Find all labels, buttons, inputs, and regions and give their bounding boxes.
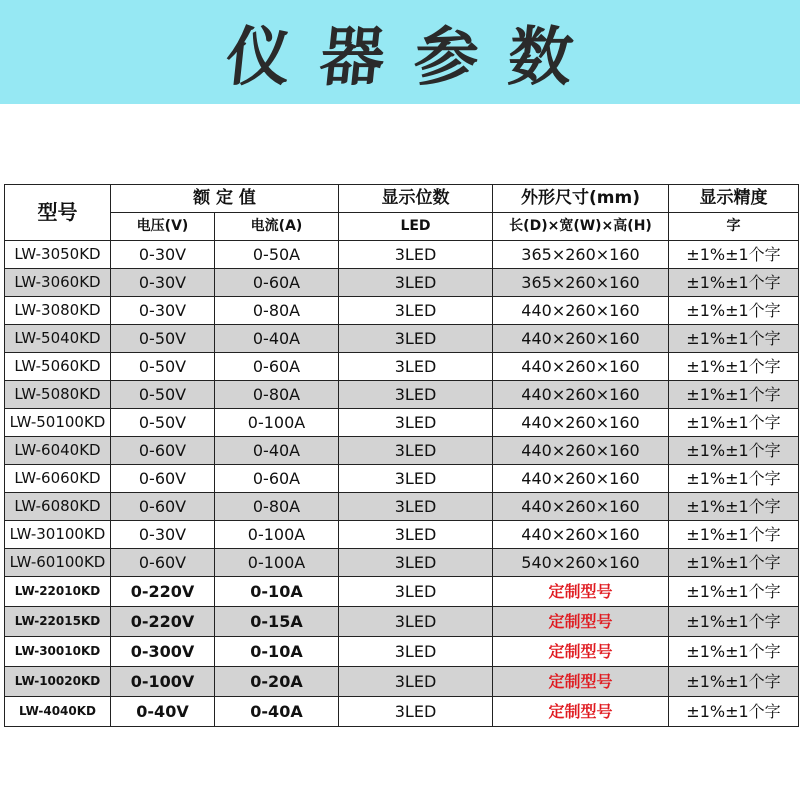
cell-dims: 定制型号 [493,637,669,667]
cell-model: LW-50100KD [5,409,111,437]
cell-voltage: 0-220V [111,607,215,637]
cell-accuracy: ±1%±1个字 [669,697,799,727]
table-row [5,637,799,667]
cell-display: 3LED [339,493,493,521]
cell-dims: 440×260×160 [493,297,669,325]
cell-model: LW-5060KD [5,353,111,381]
cell-voltage: 0-60V [111,465,215,493]
cell-current: 0-80A [215,493,339,521]
cell-model: LW-3060KD [5,269,111,297]
header-display-sub: LED [339,213,493,241]
cell-model: LW-5040KD [5,325,111,353]
cell-model: LW-5080KD [5,381,111,409]
table-row [5,353,799,381]
cell-accuracy: ±1%±1个字 [669,297,799,325]
header-voltage: 电压(V) [111,213,215,241]
cell-current: 0-40A [215,325,339,353]
cell-current: 0-60A [215,465,339,493]
cell-accuracy: ±1%±1个字 [669,409,799,437]
cell-dims: 440×260×160 [493,493,669,521]
header-display-digits: 显示位数 [339,185,493,213]
cell-current: 0-10A [215,637,339,667]
cell-model: LW-30010KD [5,637,111,667]
cell-voltage: 0-50V [111,325,215,353]
cell-display: 3LED [339,241,493,269]
table-row [5,241,799,269]
cell-voltage: 0-30V [111,521,215,549]
cell-dims: 365×260×160 [493,269,669,297]
table-row [5,381,799,409]
cell-voltage: 0-60V [111,549,215,577]
header-rated: 额 定 值 [111,185,339,213]
cell-voltage: 0-30V [111,269,215,297]
cell-accuracy: ±1%±1个字 [669,325,799,353]
cell-model: LW-22010KD [5,577,111,607]
table-row [5,697,799,727]
cell-current: 0-20A [215,667,339,697]
table-row [5,521,799,549]
table-row [5,269,799,297]
cell-display: 3LED [339,549,493,577]
cell-display: 3LED [339,637,493,667]
cell-model: LW-6060KD [5,465,111,493]
cell-accuracy: ±1%±1个字 [669,381,799,409]
table-row [5,437,799,465]
cell-dims: 540×260×160 [493,549,669,577]
cell-model: LW-4040KD [5,697,111,727]
table-row [5,409,799,437]
cell-display: 3LED [339,697,493,727]
cell-accuracy: ±1%±1个字 [669,493,799,521]
cell-current: 0-15A [215,607,339,637]
cell-dims: 定制型号 [493,667,669,697]
cell-dims: 定制型号 [493,577,669,607]
cell-display: 3LED [339,409,493,437]
cell-voltage: 0-50V [111,381,215,409]
cell-current: 0-100A [215,549,339,577]
table-row [5,607,799,637]
cell-model: LW-22015KD [5,607,111,637]
cell-accuracy: ±1%±1个字 [669,607,799,637]
header-dimensions: 外形尺寸(mm) [493,185,669,213]
cell-model: LW-60100KD [5,549,111,577]
cell-display: 3LED [339,269,493,297]
table-row [5,577,799,607]
cell-current: 0-80A [215,381,339,409]
table-row [5,465,799,493]
cell-voltage: 0-300V [111,637,215,667]
cell-dims: 440×260×160 [493,381,669,409]
cell-dims: 440×260×160 [493,353,669,381]
cell-accuracy: ±1%±1个字 [669,437,799,465]
table-row [5,297,799,325]
cell-voltage: 0-220V [111,577,215,607]
cell-dims: 440×260×160 [493,325,669,353]
cell-voltage: 0-30V [111,297,215,325]
cell-current: 0-60A [215,353,339,381]
cell-voltage: 0-100V [111,667,215,697]
cell-current: 0-60A [215,269,339,297]
cell-current: 0-80A [215,297,339,325]
page-title: 仪器参数 [222,20,607,95]
cell-display: 3LED [339,353,493,381]
cell-accuracy: ±1%±1个字 [669,637,799,667]
cell-model: LW-6040KD [5,437,111,465]
cell-dims: 440×260×160 [493,465,669,493]
cell-display: 3LED [339,437,493,465]
cell-accuracy: ±1%±1个字 [669,667,799,697]
cell-dims: 定制型号 [493,697,669,727]
cell-dims: 440×260×160 [493,409,669,437]
cell-current: 0-10A [215,577,339,607]
header-accuracy-sub: 字 [669,213,799,241]
table-row [5,549,799,577]
cell-voltage: 0-60V [111,493,215,521]
table-body [5,241,799,727]
header-accuracy: 显示精度 [669,185,799,213]
header-model: 型号 [5,185,111,241]
cell-model: LW-3050KD [5,241,111,269]
cell-accuracy: ±1%±1个字 [669,241,799,269]
table-row [5,325,799,353]
cell-current: 0-50A [215,241,339,269]
cell-display: 3LED [339,521,493,549]
cell-current: 0-100A [215,521,339,549]
cell-display: 3LED [339,667,493,697]
cell-current: 0-40A [215,437,339,465]
table-row [5,667,799,697]
cell-current: 0-40A [215,697,339,727]
title-banner [0,0,800,104]
cell-dims: 定制型号 [493,607,669,637]
cell-accuracy: ±1%±1个字 [669,549,799,577]
cell-voltage: 0-40V [111,697,215,727]
cell-model: LW-30100KD [5,521,111,549]
cell-voltage: 0-50V [111,409,215,437]
table-header [5,185,799,241]
cell-model: LW-6080KD [5,493,111,521]
cell-accuracy: ±1%±1个字 [669,577,799,607]
cell-dims: 440×260×160 [493,437,669,465]
cell-display: 3LED [339,325,493,353]
cell-voltage: 0-30V [111,241,215,269]
cell-model: LW-3080KD [5,297,111,325]
table-row [5,493,799,521]
cell-accuracy: ±1%±1个字 [669,521,799,549]
header-dimensions-sub: 长(D)×宽(W)×高(H) [493,213,669,241]
header-current: 电流(A) [215,213,339,241]
cell-voltage: 0-50V [111,353,215,381]
cell-current: 0-100A [215,409,339,437]
cell-display: 3LED [339,607,493,637]
cell-display: 3LED [339,297,493,325]
cell-dims: 440×260×160 [493,521,669,549]
cell-display: 3LED [339,577,493,607]
cell-accuracy: ±1%±1个字 [669,353,799,381]
cell-accuracy: ±1%±1个字 [669,269,799,297]
cell-display: 3LED [339,465,493,493]
spec-table [4,184,799,727]
cell-dims: 365×260×160 [493,241,669,269]
cell-model: LW-10020KD [5,667,111,697]
cell-voltage: 0-60V [111,437,215,465]
cell-display: 3LED [339,381,493,409]
cell-accuracy: ±1%±1个字 [669,465,799,493]
